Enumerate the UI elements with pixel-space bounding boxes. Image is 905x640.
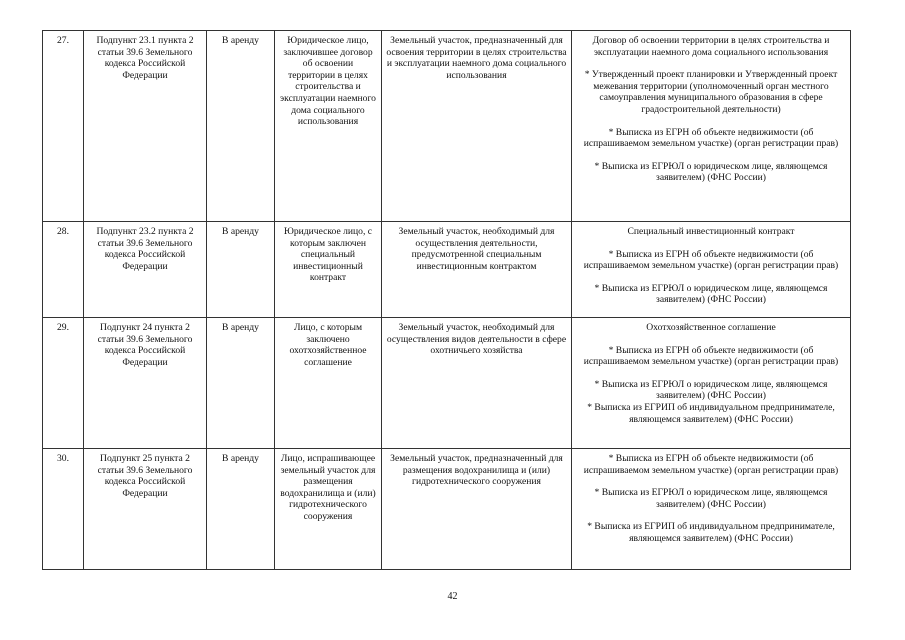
legal-basis: Подпункт 23.2 пункта 2 статьи 39.6 Земельного кодекса Российской Федерации — [84, 222, 207, 318]
legal-basis: Подпункт 25 пункта 2 статьи 39.6 Земельного кодекса Российской Федерации — [84, 449, 207, 570]
document-item: * Выписка из ЕГРН об объекте недвижимости (об испрашиваемом земельном участке) (орган регистрации прав) — [583, 248, 839, 272]
document-item: Договор об освоении территории в целях строительства и эксплуатации наемного дома социального использования — [592, 35, 830, 58]
document-item: * Выписка из ЕГРЮЛ о юридическом лице, являющемся заявителем) (ФНС России) — [594, 282, 828, 306]
table-row — [43, 222, 851, 318]
land-plot: Земельный участок, необходимый для осуществления деятельности, предусмотренной специальным инвестиционным контрактом — [382, 222, 572, 318]
document-item: * Утвержденный проект планировки и Утвержденный проект межевания территории (уполномоченный орган местного самоуправления муниципального образования в сфере градостроительной деятельности) — [584, 69, 838, 115]
land-plot: Земельный участок, предназначенный для размещения водохранилища и (или) гидротехнического сооружения — [382, 449, 572, 570]
requirements-table — [42, 30, 851, 570]
required-documents — [572, 222, 851, 318]
table-row — [43, 318, 851, 449]
document-item: * Выписка из ЕГРИП об индивидуальном предпринимателе, являющемся заявителем) (ФНС России) — [587, 521, 835, 544]
grant-type: В аренду — [207, 31, 275, 222]
applicant: Лицо, испрашивающее земельный участок для размещения водохранилища и (или) гидротехнического сооружения — [275, 449, 382, 570]
applicant: Юридическое лицо, заключившее договор об освоении территории в целях строительства и эксплуатации наемного дома социального использования — [275, 31, 382, 222]
document-item: Специальный инвестиционный контракт — [627, 226, 795, 237]
row-number: 29. — [43, 318, 84, 449]
document-item: Охотхозяйственное соглашение — [646, 322, 776, 333]
legal-basis: Подпункт 24 пункта 2 статьи 39.6 Земельного кодекса Российской Федерации — [84, 318, 207, 449]
page-number: 42 — [447, 591, 458, 602]
grant-type: В аренду — [207, 318, 275, 449]
applicant: Юридическое лицо, с которым заключен специальный инвестиционный контракт — [275, 222, 382, 318]
land-plot: Земельный участок, необходимый для осуществления видов деятельности в сфере охотничьего хозяйства — [382, 318, 572, 449]
document-item: * Выписка из ЕГРН об объекте недвижимости (об испрашиваемом земельном участке) (орган регистрации прав) — [583, 453, 839, 476]
document-item: * Выписка из ЕГРН об объекте недвижимости (об испрашиваемом земельном участке) (орган регистрации прав) — [583, 126, 839, 150]
row-number: 28. — [43, 222, 84, 318]
row-number: 30. — [43, 449, 84, 570]
document-item: * Выписка из ЕГРН об объекте недвижимости (об испрашиваемом земельном участке) (орган регистрации прав) — [583, 344, 839, 368]
required-documents — [572, 449, 851, 570]
applicant: Лицо, с которым заключено охотхозяйственное соглашение — [275, 318, 382, 449]
document-item: * Выписка из ЕГРИП об индивидуальном предпринимателе, являющемся заявителем) (ФНС России) — [587, 401, 835, 425]
required-documents — [572, 31, 851, 222]
document-item: * Выписка из ЕГРЮЛ о юридическом лице, являющемся заявителем) (ФНС России) — [594, 160, 828, 184]
document-item: * Выписка из ЕГРЮЛ о юридическом лице, являющемся заявителем) (ФНС России) — [594, 487, 828, 510]
table-row — [43, 449, 851, 570]
grant-type: В аренду — [207, 222, 275, 318]
document-item: * Выписка из ЕГРЮЛ о юридическом лице, являющемся заявителем) (ФНС России) — [594, 378, 828, 402]
table-row — [43, 31, 851, 222]
required-documents — [572, 318, 851, 449]
grant-type: В аренду — [207, 449, 275, 570]
row-number: 27. — [43, 31, 84, 222]
legal-basis: Подпункт 23.1 пункта 2 статьи 39.6 Земельного кодекса Российской Федерации — [84, 31, 207, 222]
land-plot: Земельный участок, предназначенный для освоения территории в целях строительства и эксплуатации наемного дома социального использования — [382, 31, 572, 222]
